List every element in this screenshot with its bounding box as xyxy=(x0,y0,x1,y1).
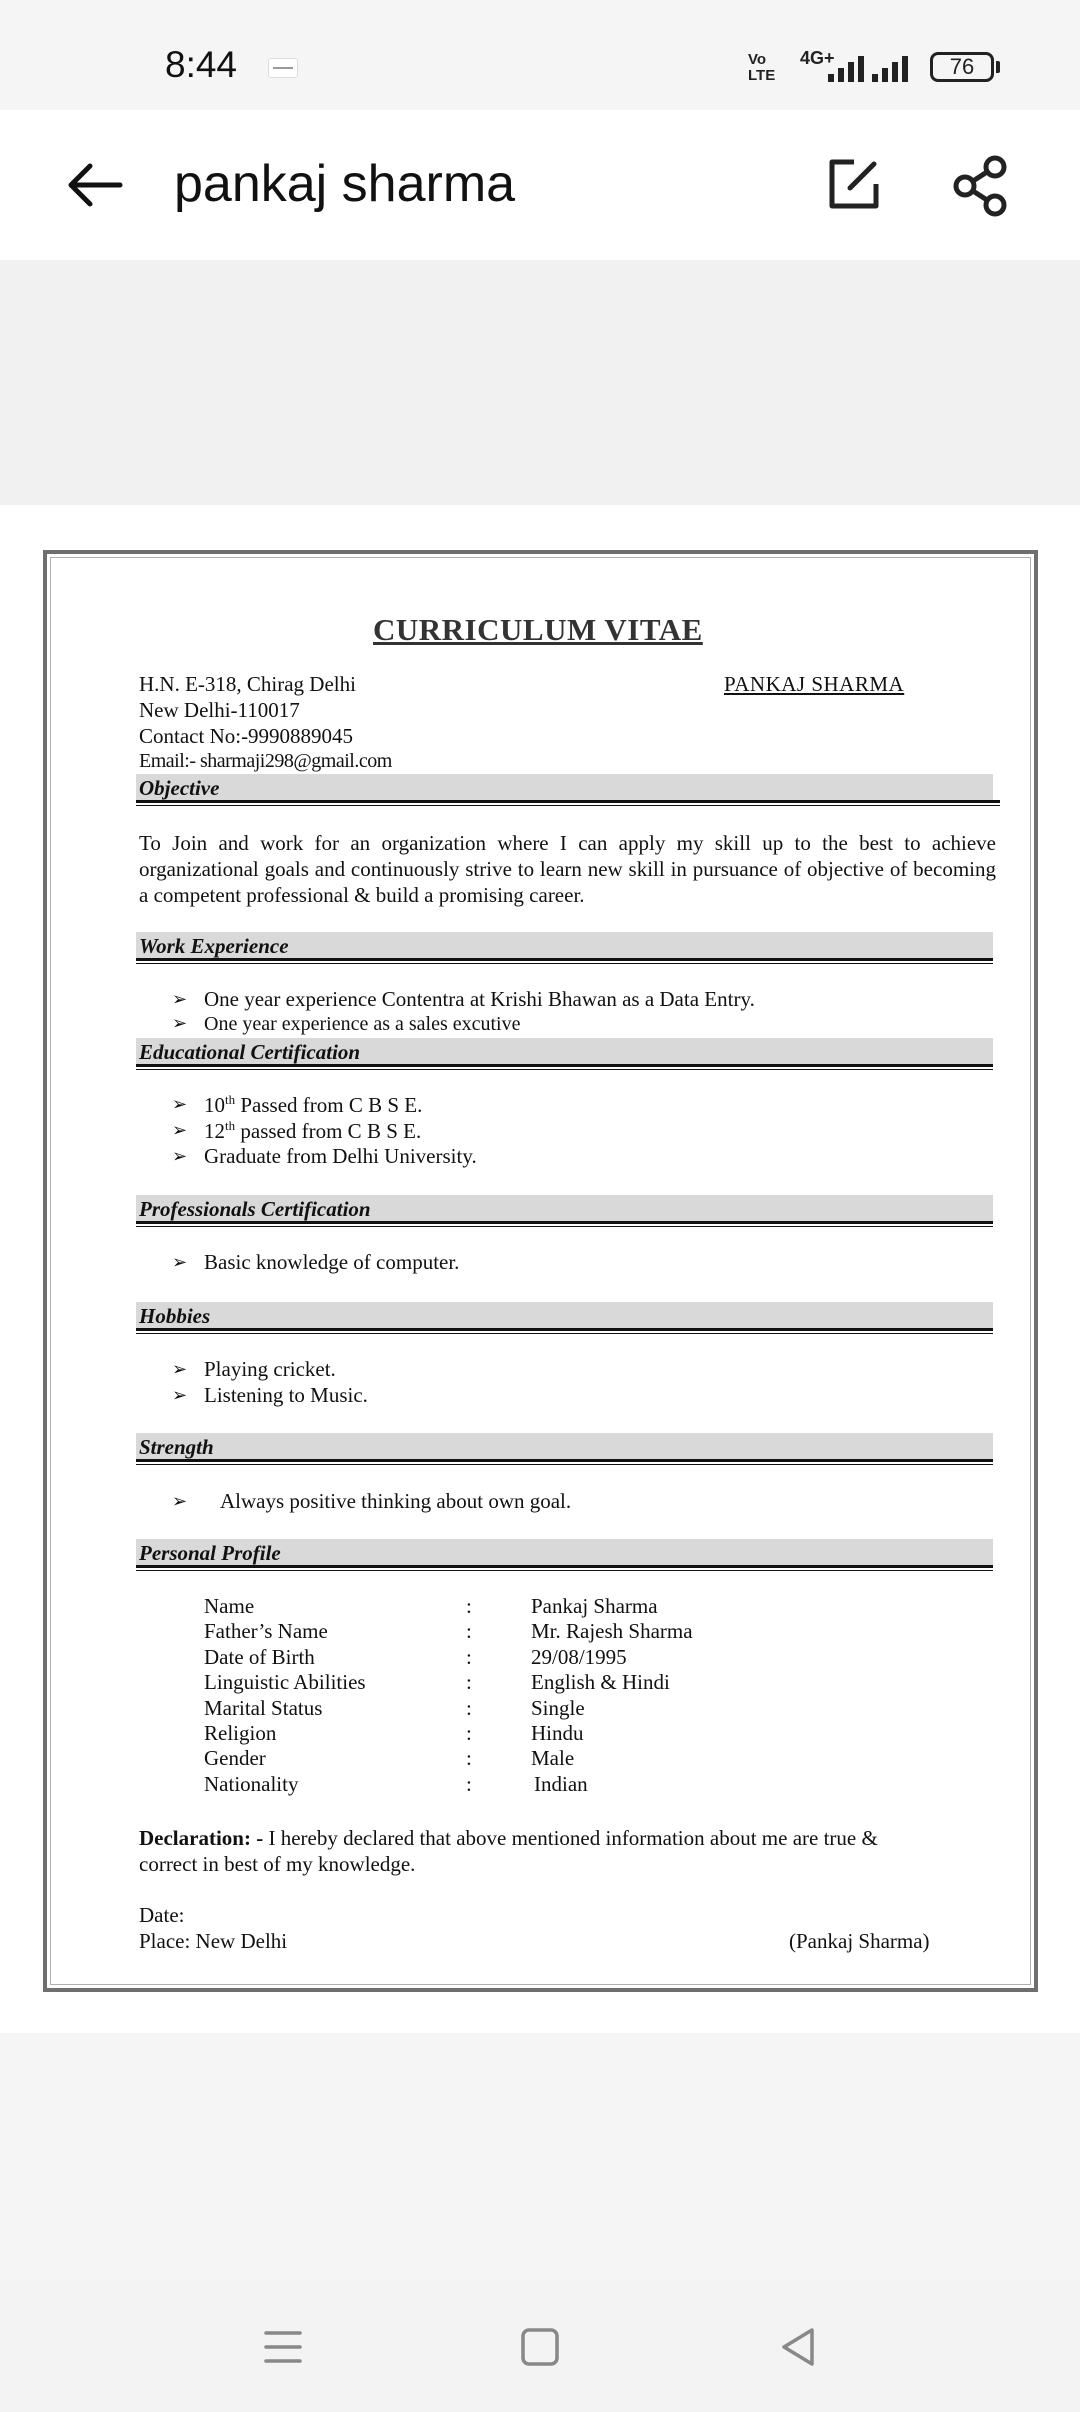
bullet-icon: ➢ xyxy=(172,1120,188,1140)
address-line-2: New Delhi-110017 xyxy=(139,698,300,722)
section-education: Educational Certification xyxy=(136,1038,993,1066)
profile-colon: : xyxy=(466,1772,472,1796)
profile-colon: : xyxy=(466,1721,472,1745)
share-button[interactable] xyxy=(948,152,1014,218)
edit-button[interactable] xyxy=(820,152,886,218)
profile-label: Nationality xyxy=(204,1772,299,1796)
professional-item: Basic knowledge of computer. xyxy=(204,1250,460,1274)
bullet-icon: ➢ xyxy=(172,1252,188,1272)
volte-icon: Vo LTE xyxy=(748,51,776,84)
candidate-name: PANKAJ SHARMA xyxy=(724,672,905,696)
status-bar xyxy=(0,0,1080,110)
profile-label: Father’s Name xyxy=(204,1619,328,1643)
signal-icon-sim1 xyxy=(828,52,864,82)
bullet-icon: ➢ xyxy=(172,1491,188,1511)
profile-value: Single xyxy=(531,1696,585,1720)
profile-label: Name xyxy=(204,1594,255,1618)
section-personal-profile: Personal Profile xyxy=(136,1539,993,1567)
triangle-back-icon xyxy=(776,2324,822,2370)
objective-text: To Join and work for an organization where I can apply my skill up to the best to achieve organizational goals and continuously strive to learn new skill in pursuance of objective of becoming a competent professional & build a promising career. xyxy=(139,831,996,907)
profile-colon: : xyxy=(466,1696,472,1720)
education-item: 10th Passed from C B S E. xyxy=(204,1092,423,1117)
date-label: Date: xyxy=(139,1903,185,1927)
work-item: One year experience Contentra at Krishi Bhawan as a Data Entry. xyxy=(204,987,755,1011)
profile-colon: : xyxy=(466,1594,472,1618)
profile-value: Mr. Rajesh Sharma xyxy=(531,1619,693,1643)
section-rule xyxy=(136,1565,993,1571)
profile-label: Marital Status xyxy=(204,1696,323,1720)
profile-value: Indian xyxy=(534,1772,588,1796)
hobby-item: Playing cricket. xyxy=(204,1357,336,1381)
edit-icon xyxy=(820,152,886,218)
profile-colon: : xyxy=(466,1645,472,1669)
declaration: Declaration: - I hereby declared that above mentioned information about me are true & xyxy=(139,1826,878,1850)
home-button[interactable] xyxy=(517,2324,563,2370)
notification-icon xyxy=(268,58,298,78)
bullet-icon: ➢ xyxy=(172,1013,188,1033)
profile-colon: : xyxy=(466,1746,472,1770)
profile-value: 29/08/1995 xyxy=(531,1645,627,1669)
address-line-1: H.N. E-318, Chirag Delhi xyxy=(139,672,356,696)
section-rule xyxy=(136,1221,993,1227)
profile-value: Hindu xyxy=(531,1721,584,1745)
profile-label: Gender xyxy=(204,1746,266,1770)
battery-tip xyxy=(996,61,1000,73)
declaration-line-2: correct in best of my knowledge. xyxy=(139,1852,416,1876)
profile-colon: : xyxy=(466,1619,472,1643)
section-hobbies: Hobbies xyxy=(136,1302,993,1330)
profile-value: English & Hindi xyxy=(531,1670,670,1694)
document-title: pankaj sharma xyxy=(174,155,516,213)
cv-heading: CURRICULUM VITAE xyxy=(373,612,703,647)
back-nav-button[interactable] xyxy=(776,2324,822,2370)
contact-number: Contact No:-9990889045 xyxy=(139,724,354,748)
square-icon xyxy=(517,2324,563,2370)
viewer-background xyxy=(0,260,1080,505)
education-item: 12th passed from C B S E. xyxy=(204,1118,422,1143)
place: Place: New Delhi xyxy=(139,1929,288,1953)
status-time: 8:44 xyxy=(165,44,238,85)
arrow-left-icon xyxy=(62,152,128,218)
recents-button[interactable] xyxy=(260,2324,306,2370)
email: Email:- sharmaji298@gmail.com xyxy=(139,750,392,772)
share-icon xyxy=(948,152,1014,218)
work-item: One year experience as a sales excutive xyxy=(204,1013,521,1035)
section-strength: Strength xyxy=(136,1433,993,1461)
strength-item: Always positive thinking about own goal. xyxy=(220,1489,572,1513)
back-button[interactable] xyxy=(62,152,128,218)
profile-value: Pankaj Sharma xyxy=(531,1594,658,1618)
bullet-icon: ➢ xyxy=(172,1359,188,1379)
section-rule xyxy=(136,1459,993,1465)
signal-icon-sim2 xyxy=(872,52,908,82)
section-rule xyxy=(136,1064,993,1070)
bullet-icon: ➢ xyxy=(172,1385,188,1405)
profile-value: Male xyxy=(531,1746,575,1770)
section-professional: Professionals Certification xyxy=(136,1195,993,1223)
navigation-bar xyxy=(0,2280,1080,2412)
profile-label: Linguistic Abilities xyxy=(204,1670,366,1694)
section-rule xyxy=(136,958,993,964)
education-item: Graduate from Delhi University. xyxy=(204,1144,477,1168)
profile-colon: : xyxy=(466,1670,472,1694)
battery-icon: 76 xyxy=(930,52,994,82)
profile-label: Religion xyxy=(204,1721,277,1745)
hobby-item: Listening to Music. xyxy=(204,1383,368,1407)
section-work-experience: Work Experience xyxy=(136,932,993,960)
section-objective: Objective xyxy=(136,774,993,802)
bullet-icon: ➢ xyxy=(172,1094,188,1114)
section-rule xyxy=(136,1328,993,1334)
bullet-icon: ➢ xyxy=(172,989,188,1009)
signature: (Pankaj Sharma) xyxy=(789,1929,930,1953)
menu-icon xyxy=(260,2324,306,2370)
app-bar xyxy=(0,110,1080,260)
section-rule xyxy=(136,800,1000,806)
network-type: 4G+ xyxy=(800,48,835,68)
profile-label: Date of Birth xyxy=(204,1645,315,1669)
bullet-icon: ➢ xyxy=(172,1146,188,1166)
